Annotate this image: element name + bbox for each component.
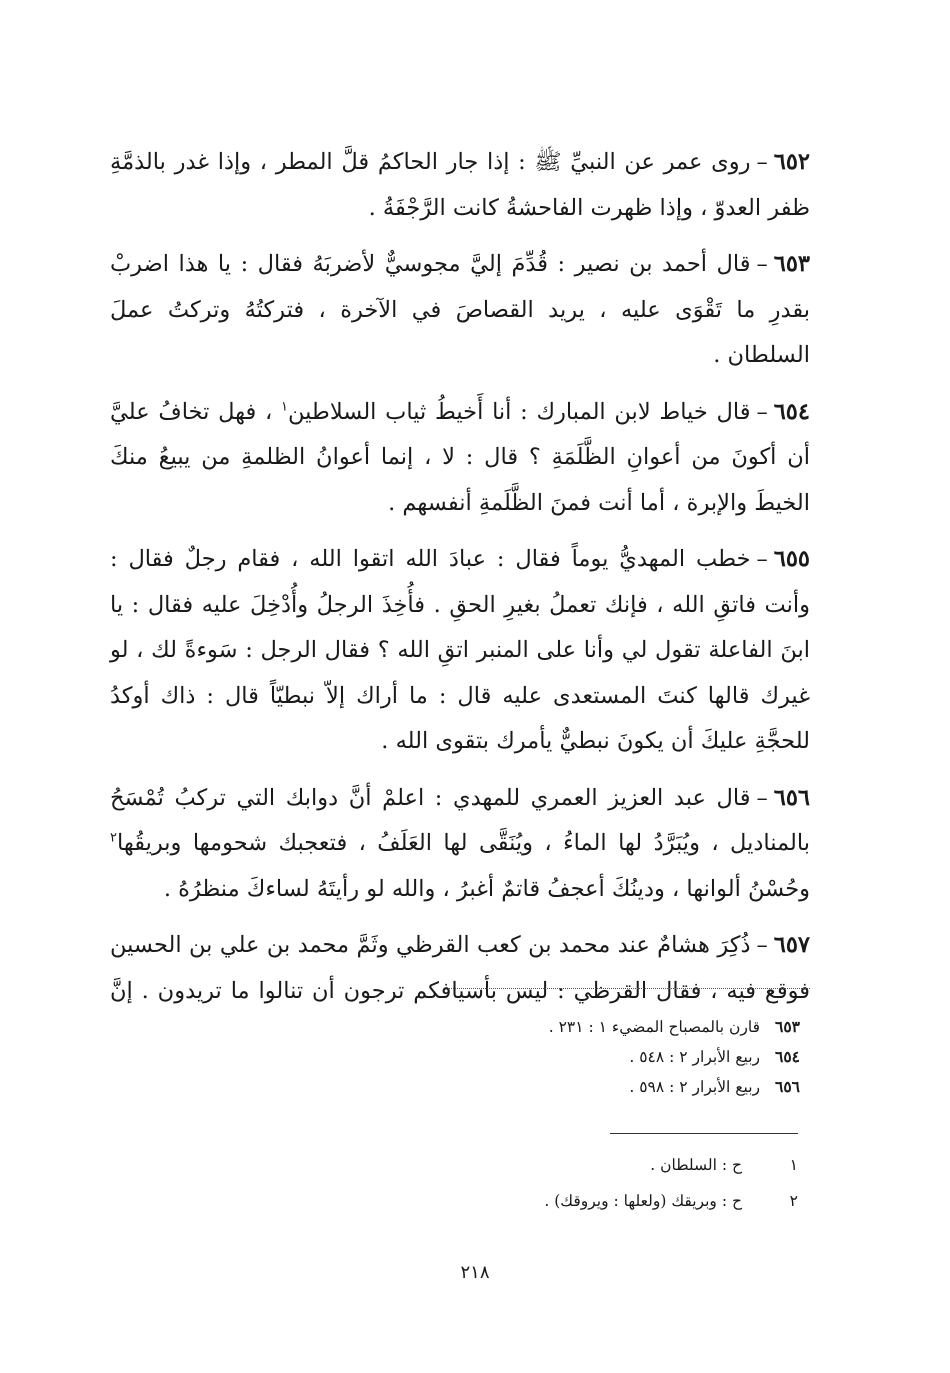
entry-text: قال أحمد بن نصير : قُدِّمَ إليَّ مجوسيٌّ لأضربَهُ فقال : يا هذا اضربْ بقدرِ ما تَقْوَى عليه ، يريد القصاصَ في الآخرة ، فتركتُهُ وتركتُ عملَ السلطان . xyxy=(110,251,810,368)
entry-dash: – xyxy=(756,149,768,175)
entry-655 xyxy=(110,537,810,765)
entry-dash: – xyxy=(756,784,768,811)
footnotes xyxy=(238,1147,798,1219)
entry-text: ذُكِرَ هشامٌ عند محمد بن كعب القرظي وثَمَّ محمد بن علي بن الحسين فوقع فيه ، فقال القرظي : ليس بأسيافكم ترجون أن تنالوا ما تريدون . إنَّ xyxy=(110,932,810,1004)
source-entry-number: ٦٥٤ xyxy=(775,1047,800,1066)
entry-656 xyxy=(110,776,810,913)
entry-text: قال عبد العزيز العمري للمهدي : اعلمْ أنَّ دوابك التي تركبُ تُمْسَحُ بالمناديل ، ويُبَرَّدُ لها الماءُ ، ويُنَقَّى لها العَلَفُ ، فتعجبك شحومها وبريقُها xyxy=(110,784,810,856)
source-entry-number: ٦٥٣ xyxy=(775,1017,800,1036)
entry-657 xyxy=(110,923,810,1014)
entry-text-continued: وحُسْنُ ألوانها ، ودينُكَ أعجفُ قاتمٌ أغبرُ ، والله لو رأيتَهُ لساءكَ منظرُهُ . xyxy=(163,875,810,902)
footnote-text: ح : وبريقك (ولعلها : ويروقك) . xyxy=(544,1192,742,1210)
footnote-separator xyxy=(610,1133,798,1134)
entry-number: ٦٥٧ xyxy=(773,932,810,958)
footnote xyxy=(238,1183,798,1219)
entry-text: قال خياط لابن المبارك : أنا أَخيطُ ثياب السلاطين xyxy=(288,398,751,425)
page-number: ٢١٨ xyxy=(460,1262,490,1283)
footnote-marker: ٢ xyxy=(110,830,117,846)
entry-number: ٦٥٤ xyxy=(773,398,810,425)
source-entry-number: ٦٥٦ xyxy=(775,1077,800,1096)
source-line xyxy=(240,1072,800,1102)
entry-text: روى عمر عن النبيِّ ﷺ : إذا جار الحاكمُ قلَّ المطر ، وإذا غدر بالذمَّةِ ظفر العدوّ ، وإذا ظهرت الفاحشةُ كانت الرَّجْفَةُ . xyxy=(110,149,810,221)
entry-dash: – xyxy=(756,546,768,572)
footnote-number: ٢ xyxy=(789,1192,798,1210)
entry-dash: – xyxy=(756,251,768,277)
source-references xyxy=(240,1012,800,1102)
main-text xyxy=(110,140,810,1025)
footnote xyxy=(238,1147,798,1183)
source-text: ربيع الأبرار ٢ : ٥٩٨ . xyxy=(629,1078,760,1096)
source-line xyxy=(240,1012,800,1042)
source-line xyxy=(240,1042,800,1072)
entry-653 xyxy=(110,242,810,379)
entry-dash: – xyxy=(756,398,768,425)
source-text: قارن بالمصباح المضيء ١ : ٢٣١ . xyxy=(548,1018,760,1036)
entry-number: ٦٥٥ xyxy=(773,546,810,572)
dotted-separator xyxy=(448,988,810,989)
footnote-marker: ١ xyxy=(281,399,288,414)
source-text: ربيع الأبرار ٢ : ٥٤٨ . xyxy=(629,1048,760,1066)
footnote-number: ١ xyxy=(789,1156,798,1174)
entry-654 xyxy=(110,390,810,527)
entry-text: خطب المهديُّ يوماً فقال : عبادَ الله اتقوا الله ، فقام رجلٌ فقال : وأنت فاتقِ الله ، فإنك تعملُ بغيرِ الحقِ . فأُخِذَ الرجلُ وأُدْخِلَ عليه فقال : يا ابنَ الفاعلة تقول لي وأنا على المنبر اتقِ الله ؟ فقال الرجل : سَوءةً لك ، لو غيرك قالها كنتَ المستعدى عليه قال : ما أراك إلاّ نبطيّاً قال : ذاك أوكدُ للحجَّةِ عليكَ أن يكونَ نبطيٌّ يأمرك بتقوى الله . xyxy=(110,546,810,754)
entry-dash: – xyxy=(756,932,768,958)
entry-number: ٦٥٢ xyxy=(773,149,810,175)
footnote-text: ح : السلطان . xyxy=(650,1156,742,1174)
entry-number: ٦٥٦ xyxy=(773,784,810,811)
entry-text-continued: ، فهل تخافُ عليَّ أن أكونَ من أعوانِ الظَّلَمَةِ ؟ قال : لا ، إنما أعوانُ الظلمةِ من يبيعُ منكَ الخيطَ والإبرة ، أما أنت فمنَ الظَّلَمةِ أنفسهم . xyxy=(110,398,810,516)
entry-number: ٦٥٣ xyxy=(773,251,810,277)
entry-652 xyxy=(110,140,810,231)
